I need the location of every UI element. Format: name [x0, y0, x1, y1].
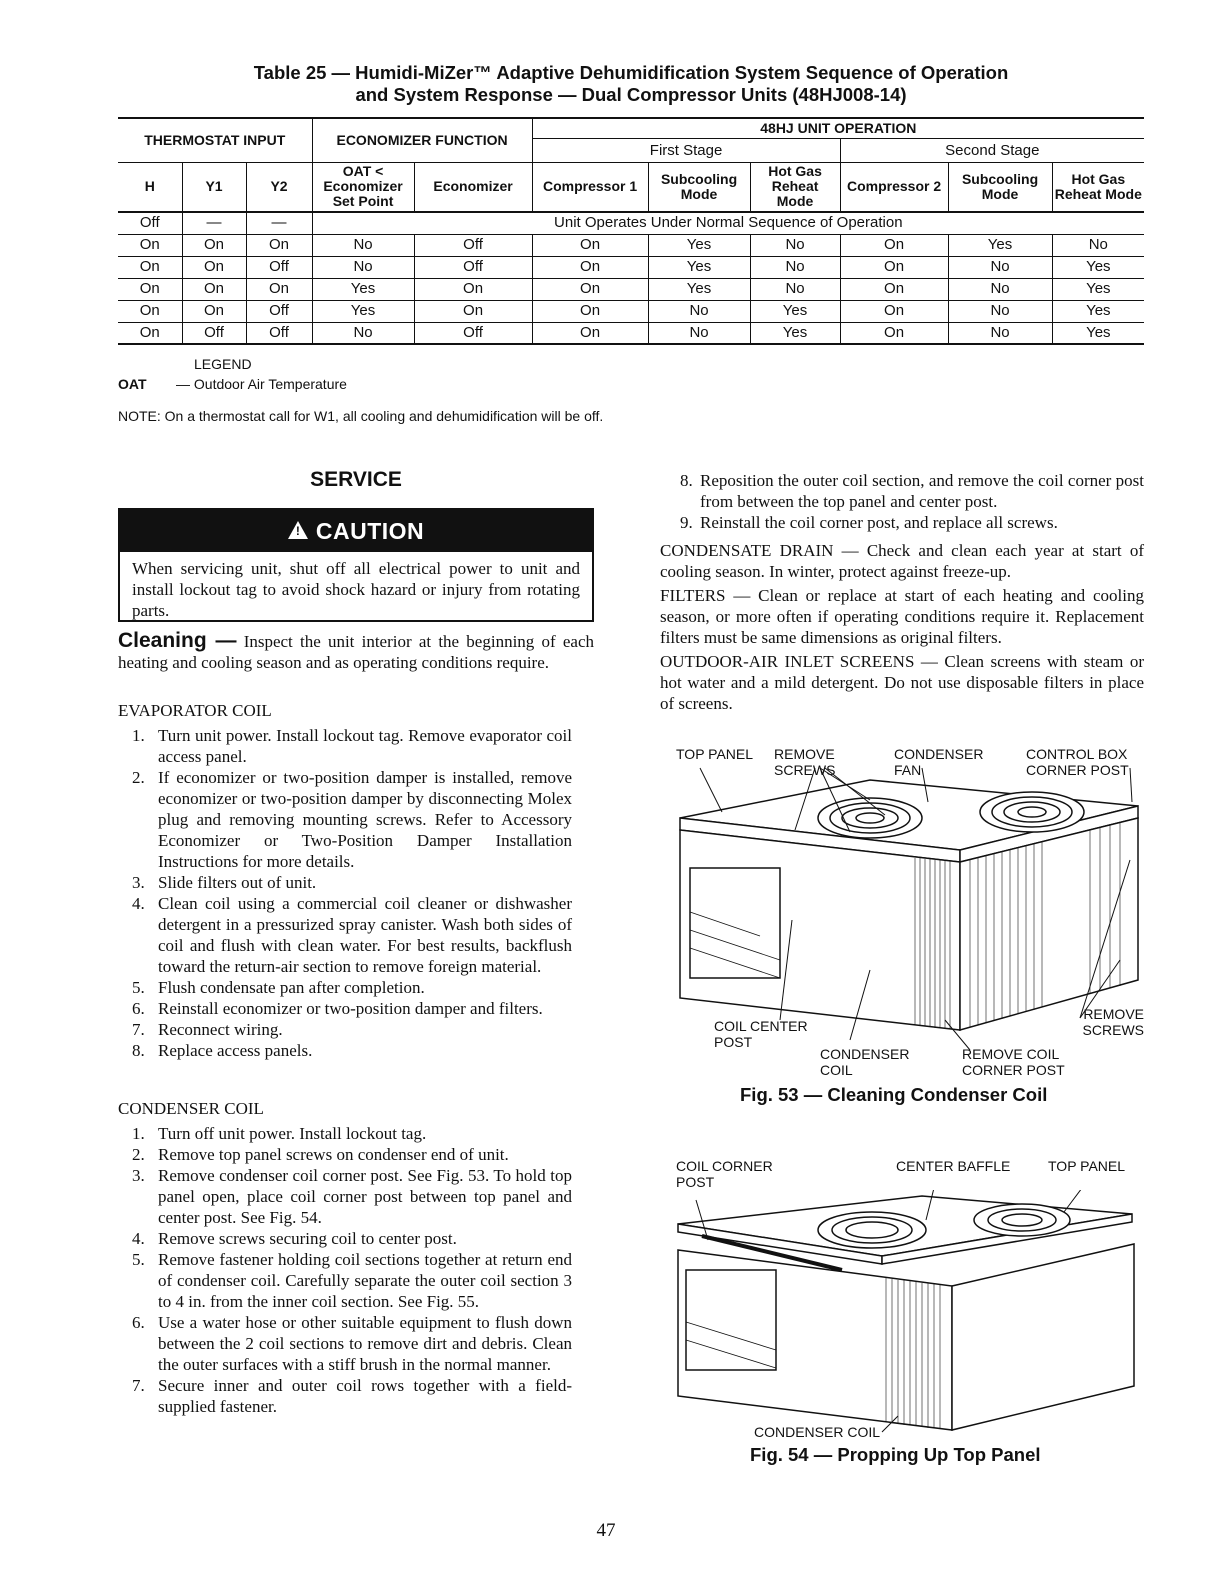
table-cell-normal-operation: Unit Operates Under Normal Sequence of Operation — [312, 212, 1144, 234]
table-cell: On — [840, 278, 948, 300]
table-cell: On — [246, 234, 312, 256]
table-cell: No — [948, 322, 1052, 344]
table-row — [118, 256, 1144, 278]
cleaning-text: Inspect the unit interior at the beginning of each heating and cooling season and as operating conditions require. — [118, 632, 595, 672]
table-cell: Off — [182, 322, 246, 344]
list-item: 8. Replace access panels. — [132, 1041, 313, 1060]
table-cell: — — [182, 212, 246, 234]
list-item: 5. Flush condensate pan after completion. — [132, 978, 425, 997]
caution-box — [118, 508, 594, 622]
table-cell: No — [312, 234, 414, 256]
table-cell: On — [840, 322, 948, 344]
table-cell: Off — [414, 256, 532, 278]
list-item: 9. Reinstall the coil corner post, and replace all screws. — [680, 513, 1058, 532]
table-cell: On — [532, 322, 648, 344]
table-cell: On — [532, 234, 648, 256]
fig53-label-remove-screws: REMOVE SCREWS — [774, 746, 836, 778]
table-cell: Yes — [1052, 322, 1144, 344]
table-cell: On — [118, 300, 182, 322]
list-item: 2. If economizer or two-position damper is installed, remove economizer or two-position damper by disconnecting Molex plug and removing mounting screws. Refer to Accessory Economizer or Two-Position Damper Installation Instructions for more details. — [132, 768, 572, 871]
table-cell: Yes — [750, 300, 840, 322]
table-note: NOTE: On a thermostat call for W1, all cooling and dehumidification will be off. — [118, 408, 604, 424]
table-cell: No — [750, 234, 840, 256]
table-cell: No — [948, 278, 1052, 300]
header-second-stage: Second Stage — [840, 139, 1144, 162]
cleaning-runin-heading: Cleaning — — [118, 629, 237, 652]
table-cell: No — [648, 300, 750, 322]
fig53-label-remove-screws-2: REMOVE SCREWS — [1082, 1006, 1144, 1038]
table-cell: Yes — [312, 300, 414, 322]
service-heading: SERVICE — [310, 468, 402, 491]
column-header: Subcooling Mode — [648, 162, 750, 212]
table-cell: Off — [246, 300, 312, 322]
fig53-label-coil-center-post: COIL CENTER POST — [714, 1018, 808, 1050]
header-unit-operation: 48HJ UNIT OPERATION — [532, 118, 1144, 139]
table-title-line2: and System Response — Dual Compressor Units (48HJ008-14) — [355, 84, 907, 105]
table-cell: Yes — [648, 234, 750, 256]
list-item: 5. Remove fastener holding coil sections together at return end of condenser coil. Carefully separate the outer coil section 3 to 4 in. from the inner coil section. See Fig. 55. — [132, 1250, 572, 1311]
table-cell: On — [532, 300, 648, 322]
table-cell: Off — [246, 256, 312, 278]
table-cell: Off — [118, 212, 182, 234]
list-item: 8. Reposition the outer coil section, and remove the coil corner post from between the top panel and center post. — [680, 471, 1144, 511]
table-cell: No — [948, 256, 1052, 278]
warning-triangle-icon — [288, 521, 308, 539]
table-row — [118, 322, 1144, 344]
column-header: Compressor 2 — [840, 162, 948, 212]
table-cell: No — [648, 322, 750, 344]
fig53-label-condenser-coil: CONDENSER COIL — [820, 1046, 910, 1078]
table-cell: On — [414, 300, 532, 322]
column-header: Y2 — [246, 162, 312, 212]
caution-title: CAUTION — [315, 517, 425, 544]
fig54-illustration — [672, 1190, 1142, 1440]
table-title-line1: Table 25 — Humidi-MiZer™ Adaptive Dehumidification System Sequence of Operation — [253, 62, 1009, 83]
table-row — [118, 234, 1144, 256]
table-cell: Off — [414, 234, 532, 256]
column-header: Hot Gas Reheat Mode — [1052, 162, 1144, 212]
table-cell: No — [312, 322, 414, 344]
cleaning-paragraph — [118, 630, 594, 673]
table-cell: Yes — [1052, 300, 1144, 322]
table-cell: No — [312, 256, 414, 278]
table-cell: On — [182, 278, 246, 300]
column-header: OAT < Economizer Set Point — [312, 162, 414, 212]
list-item: 1. Turn unit power. Install lockout tag. Remove evaporator coil access panel. — [132, 726, 572, 766]
table-cell: — — [246, 212, 312, 234]
table-cell: On — [840, 234, 948, 256]
column-header: Economizer — [414, 162, 532, 212]
table-cell: Yes — [750, 322, 840, 344]
list-item: 6. Reinstall economizer or two-position damper and filters. — [132, 999, 543, 1018]
column-header: Y1 — [182, 162, 246, 212]
condenser-steps-continued — [660, 470, 1144, 533]
table-cell: On — [118, 278, 182, 300]
list-item: 6. Use a water hose or other suitable equipment to flush down between the 2 coil sections to remove dirt and debris. Clean the outer surfaces with a stiff brush in the normal manner. — [132, 1313, 572, 1374]
list-item: 7. Secure inner and outer coil rows together with a field-supplied fastener. — [132, 1376, 572, 1416]
list-item: 3. Slide filters out of unit. — [132, 873, 317, 892]
table-cell: Yes — [1052, 256, 1144, 278]
table-row — [118, 300, 1144, 322]
table-cell: No — [750, 256, 840, 278]
column-header: Subcooling Mode — [948, 162, 1052, 212]
table-cell: On — [182, 256, 246, 278]
caution-header — [120, 510, 592, 552]
condenser-coil-heading: CONDENSER COIL — [118, 1099, 264, 1118]
table-cell: Off — [246, 322, 312, 344]
legend-title: LEGEND — [194, 356, 252, 372]
outdoor-screens-paragraph: OUTDOOR-AIR INLET SCREENS — Clean screens with steam or hot water and a mild detergent. Do not use disposable filters in place of screens. — [660, 652, 1144, 713]
table-cell: Yes — [948, 234, 1052, 256]
table-cell: On — [118, 322, 182, 344]
evaporator-steps — [118, 725, 572, 1061]
condensate-drain-paragraph: CONDENSATE DRAIN — Check and clean each year at start of cooling season. In winter, protect against freeze-up. — [660, 541, 1144, 581]
table-cell: Yes — [1052, 278, 1144, 300]
caution-text: When servicing unit, shut off all electrical power to unit and install lockout tag to avoid shock hazard or injury from rotating parts. — [132, 559, 580, 620]
header-first-stage: First Stage — [532, 139, 840, 162]
list-item: 2. Remove top panel screws on condenser end of unit. — [132, 1145, 509, 1164]
fig54-caption: Fig. 54 — Propping Up Top Panel — [750, 1444, 1041, 1465]
unit-body-front — [678, 1250, 952, 1430]
table-cell: On — [840, 256, 948, 278]
column-header: H — [118, 162, 182, 212]
table-cell: Yes — [312, 278, 414, 300]
table-cell: On — [532, 256, 648, 278]
fig53-caption: Fig. 53 — Cleaning Condenser Coil — [740, 1084, 1048, 1105]
condenser-steps — [118, 1123, 572, 1417]
table-cell: No — [948, 300, 1052, 322]
table-row — [118, 212, 1144, 234]
table-cell: On — [532, 278, 648, 300]
page-number: 47 — [596, 1520, 616, 1541]
legend-abbr: OAT — [118, 376, 147, 392]
table-cell: No — [1052, 234, 1144, 256]
table-cell: On — [182, 300, 246, 322]
table-cell: On — [414, 278, 532, 300]
table-cell: On — [118, 256, 182, 278]
fig54-label-center-baffle: CENTER BAFFLE — [896, 1158, 1011, 1174]
table-cell: Off — [414, 322, 532, 344]
header-thermostat-input: THERMOSTAT INPUT — [118, 118, 312, 162]
list-item: 3. Remove condenser coil corner post. See Fig. 53. To hold top panel open, place coil corner post between top panel and center post. See Fig. 54. — [132, 1166, 572, 1227]
table-row — [118, 278, 1144, 300]
table-cell: On — [246, 278, 312, 300]
legend-definition: — Outdoor Air Temperature — [176, 376, 347, 392]
column-header: Compressor 1 — [532, 162, 648, 212]
fig54-label-coil-corner-post: COIL CORNER POST — [676, 1158, 773, 1190]
header-economizer-function: ECONOMIZER FUNCTION — [312, 118, 532, 162]
table-cell: Yes — [648, 256, 750, 278]
fig53-label-condenser-fan: CONDENSER FAN — [894, 746, 984, 778]
sequence-table — [118, 117, 1144, 345]
fig54-label-top-panel: TOP PANEL — [1048, 1158, 1126, 1174]
list-item: 7. Reconnect wiring. — [132, 1020, 283, 1039]
filters-paragraph: FILTERS — Clean or replace at start of each heating and cooling season, or more often if operating conditions require it. Replacement filters must be same dimensions as original filters. — [660, 586, 1144, 647]
unit-body-front — [680, 830, 960, 1030]
evaporator-coil-heading: EVAPORATOR COIL — [118, 701, 272, 720]
table-cell: On — [118, 234, 182, 256]
list-item: 4. Clean coil using a commercial coil cleaner or dishwasher detergent in a pressurized spray canister. Wash both sides of coil and flush with clean water. For best results, backflush toward the return-air section to remove foreign material. — [132, 894, 572, 976]
table-title — [118, 62, 1144, 106]
column-header: Hot Gas Reheat Mode — [750, 162, 840, 212]
list-item: 4. Remove screws securing coil to center post. — [132, 1229, 457, 1248]
fig54-label-condenser-coil: CONDENSER COIL — [754, 1424, 881, 1440]
table-cell: On — [182, 234, 246, 256]
list-item: 1. Turn off unit power. Install lockout tag. — [132, 1124, 427, 1143]
fig53-label-control-box: CONTROL BOX CORNER POST — [1026, 746, 1129, 778]
table-cell: On — [840, 300, 948, 322]
table-cell: No — [750, 278, 840, 300]
fig53-label-remove-coil-corner: REMOVE COIL CORNER POST — [962, 1046, 1065, 1078]
table-cell: Yes — [648, 278, 750, 300]
fig53-label-top-panel: TOP PANEL — [676, 746, 754, 762]
